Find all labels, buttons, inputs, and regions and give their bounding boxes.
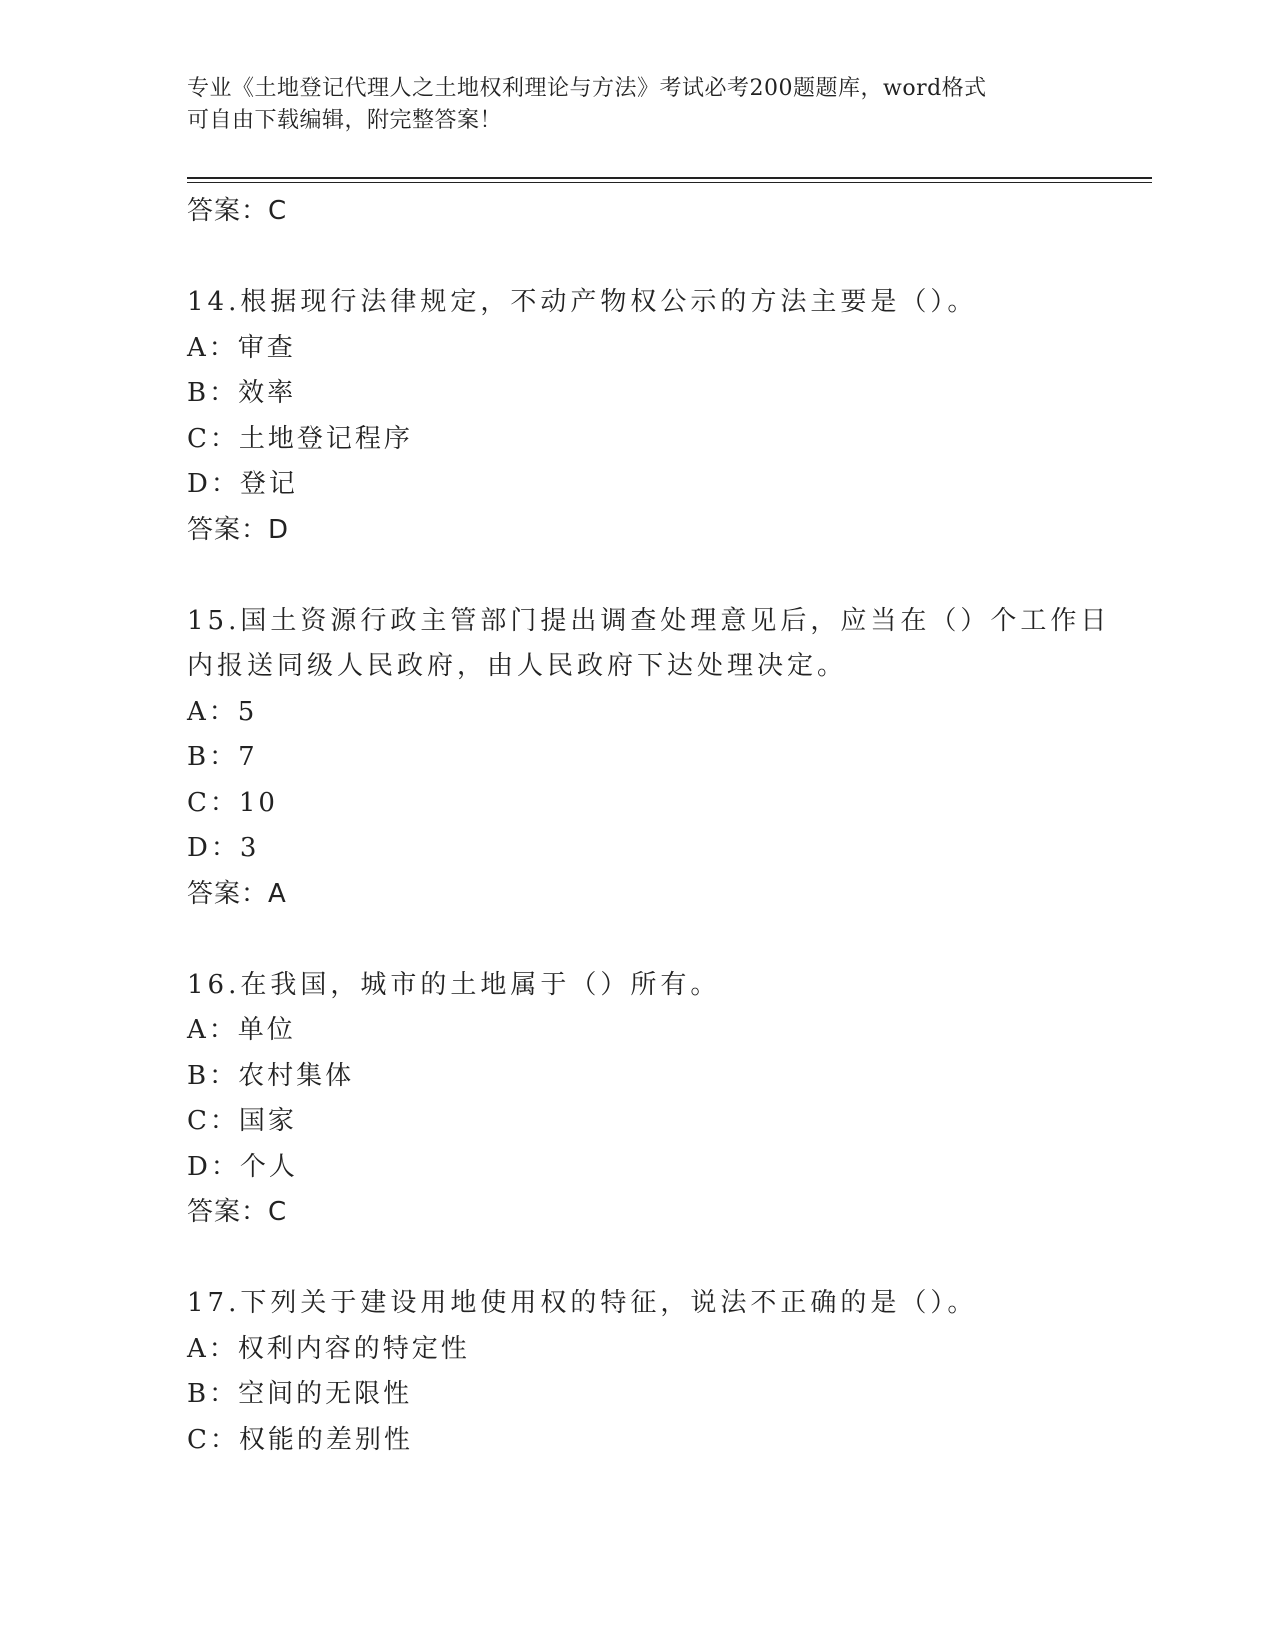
question-16-option-c: C：国家 [187,1106,297,1136]
spacer [187,235,1152,281]
question-15-option-c: C：10 [187,787,278,818]
spacer [187,1236,1152,1282]
question-15-option-a: A：5 [187,696,258,727]
question-15-title-line-1: 15.国土资源行政主管部门提出调查处理意见后，应当在（）个工作日 [187,605,1111,636]
question-17-title: 17.下列关于建设用地使用权的特征，说法不正确的是（）。 [187,1288,978,1318]
header-divider-thin [187,182,1152,183]
question-15 [187,599,1152,918]
question-16-option-d: D：个人 [187,1151,298,1182]
question-14-option-c: C：土地登记程序 [187,423,413,454]
previous-answer: 答案：C [187,196,288,226]
question-15-title-line-2: 内报送同级人民政府，由人民政府下达处理决定。 [187,651,848,681]
question-14-option-d: D：登记 [187,469,298,499]
question-15-answer: 答案：A [187,878,287,909]
spacer [187,553,1152,599]
question-15-option-b: B：7 [187,742,258,772]
question-16-title: 16.在我国，城市的土地属于（）所有。 [187,969,721,1000]
header-title-line-2: 可自由下载编辑，附完整答案！ [187,108,503,133]
spacer [187,917,1152,963]
header-title-line-1: 专业《土地登记代理人之土地权利理论与方法》考试必考200题题库，word格式 [187,76,987,101]
question-16 [187,963,1152,1236]
header-divider-thick [187,177,1152,179]
document-header [187,73,1067,137]
question-17-option-b: B：空间的无限性 [187,1379,413,1409]
question-16-answer: 答案：C [187,1197,288,1227]
question-17-option-a: A：权利内容的特定性 [187,1333,470,1364]
question-16-option-b: B：农村集体 [187,1060,355,1091]
question-14-answer: 答案：D [187,514,290,545]
question-14 [187,280,1152,553]
question-17 [187,1281,1152,1463]
question-16-option-a: A：单位 [187,1015,296,1045]
question-list [187,189,1152,1463]
question-14-title: 14.根据现行法律规定，不动产物权公示的方法主要是（）。 [187,287,978,317]
question-14-option-a: A：审查 [187,332,296,363]
question-17-option-c: C：权能的差别性 [187,1424,413,1455]
question-15-option-d: D：3 [187,833,260,863]
question-14-option-b: B：效率 [187,378,297,408]
